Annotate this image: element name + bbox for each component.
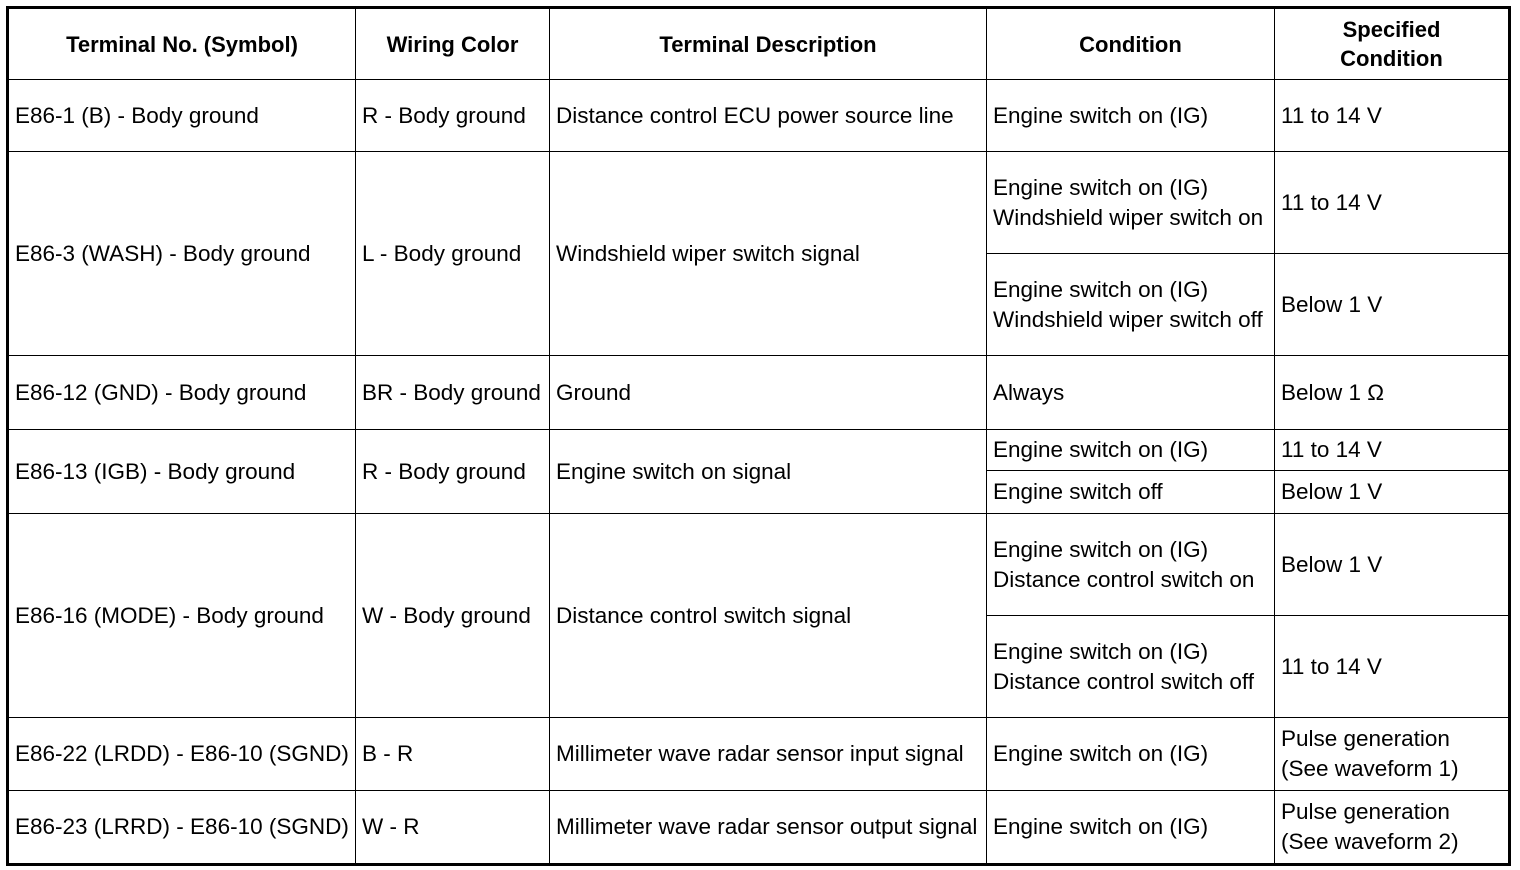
- wiring-cell: W - Body ground: [356, 514, 550, 718]
- wiring-cell: W - R: [356, 791, 550, 865]
- terminal-spec-table: [6, 6, 1511, 866]
- table-row: [8, 80, 1510, 152]
- specified-cell: Below 1 Ω: [1275, 356, 1510, 430]
- table-row: [8, 791, 1510, 865]
- description-cell: Millimeter wave radar sensor output signal: [550, 791, 987, 865]
- condition-cell: Engine switch on (IG): [987, 430, 1275, 471]
- terminal-cell: E86-23 (LRRD) - E86-10 (SGND): [8, 791, 356, 865]
- condition-cell: Engine switch on (IG) Windshield wiper switch off: [987, 254, 1275, 356]
- terminal-cell: E86-16 (MODE) - Body ground: [8, 514, 356, 718]
- description-cell: Engine switch on signal: [550, 430, 987, 514]
- condition-cell: Engine switch on (IG): [987, 80, 1275, 152]
- table-header-row: [8, 8, 1510, 80]
- specified-cell: Pulse generation (See waveform 1): [1275, 718, 1510, 791]
- description-cell: Millimeter wave radar sensor input signal: [550, 718, 987, 791]
- specified-cell: 11 to 14 V: [1275, 152, 1510, 254]
- terminal-cell: E86-22 (LRDD) - E86-10 (SGND): [8, 718, 356, 791]
- description-cell: Distance control switch signal: [550, 514, 987, 718]
- specified-cell: Below 1 V: [1275, 254, 1510, 356]
- description-cell: Windshield wiper switch signal: [550, 152, 987, 356]
- terminal-cell: E86-1 (B) - Body ground: [8, 80, 356, 152]
- header-specified-line2: Condition: [1340, 46, 1443, 71]
- header-specified-condition: [1275, 8, 1510, 80]
- wiring-cell: BR - Body ground: [356, 356, 550, 430]
- wiring-cell: R - Body ground: [356, 80, 550, 152]
- condition-cell: Engine switch off: [987, 471, 1275, 514]
- header-condition: Condition: [987, 8, 1275, 80]
- wiring-cell: B - R: [356, 718, 550, 791]
- specified-cell: 11 to 14 V: [1275, 616, 1510, 718]
- condition-cell: Engine switch on (IG) Windshield wiper switch on: [987, 152, 1275, 254]
- specified-cell: Below 1 V: [1275, 514, 1510, 616]
- wiring-cell: L - Body ground: [356, 152, 550, 356]
- condition-cell: Engine switch on (IG) Distance control switch off: [987, 616, 1275, 718]
- table-row: [8, 514, 1510, 616]
- description-cell: Distance control ECU power source line: [550, 80, 987, 152]
- header-wiring-color: Wiring Color: [356, 8, 550, 80]
- terminal-cell: E86-3 (WASH) - Body ground: [8, 152, 356, 356]
- header-terminal: Terminal No. (Symbol): [8, 8, 356, 80]
- specified-cell: Pulse generation (See waveform 2): [1275, 791, 1510, 865]
- header-terminal-description: Terminal Description: [550, 8, 987, 80]
- condition-cell: Engine switch on (IG): [987, 718, 1275, 791]
- table-row: [8, 356, 1510, 430]
- terminal-cell: E86-12 (GND) - Body ground: [8, 356, 356, 430]
- condition-cell: Engine switch on (IG) Distance control switch on: [987, 514, 1275, 616]
- condition-cell: Always: [987, 356, 1275, 430]
- description-cell: Ground: [550, 356, 987, 430]
- specified-cell: Below 1 V: [1275, 471, 1510, 514]
- specified-cell: 11 to 14 V: [1275, 430, 1510, 471]
- table-row: [8, 152, 1510, 254]
- condition-cell: Engine switch on (IG): [987, 791, 1275, 865]
- wiring-cell: R - Body ground: [356, 430, 550, 514]
- specified-cell: 11 to 14 V: [1275, 80, 1510, 152]
- terminal-cell: E86-13 (IGB) - Body ground: [8, 430, 356, 514]
- table-row: [8, 718, 1510, 791]
- header-specified-line1: Specified: [1342, 17, 1441, 42]
- table-row: [8, 430, 1510, 471]
